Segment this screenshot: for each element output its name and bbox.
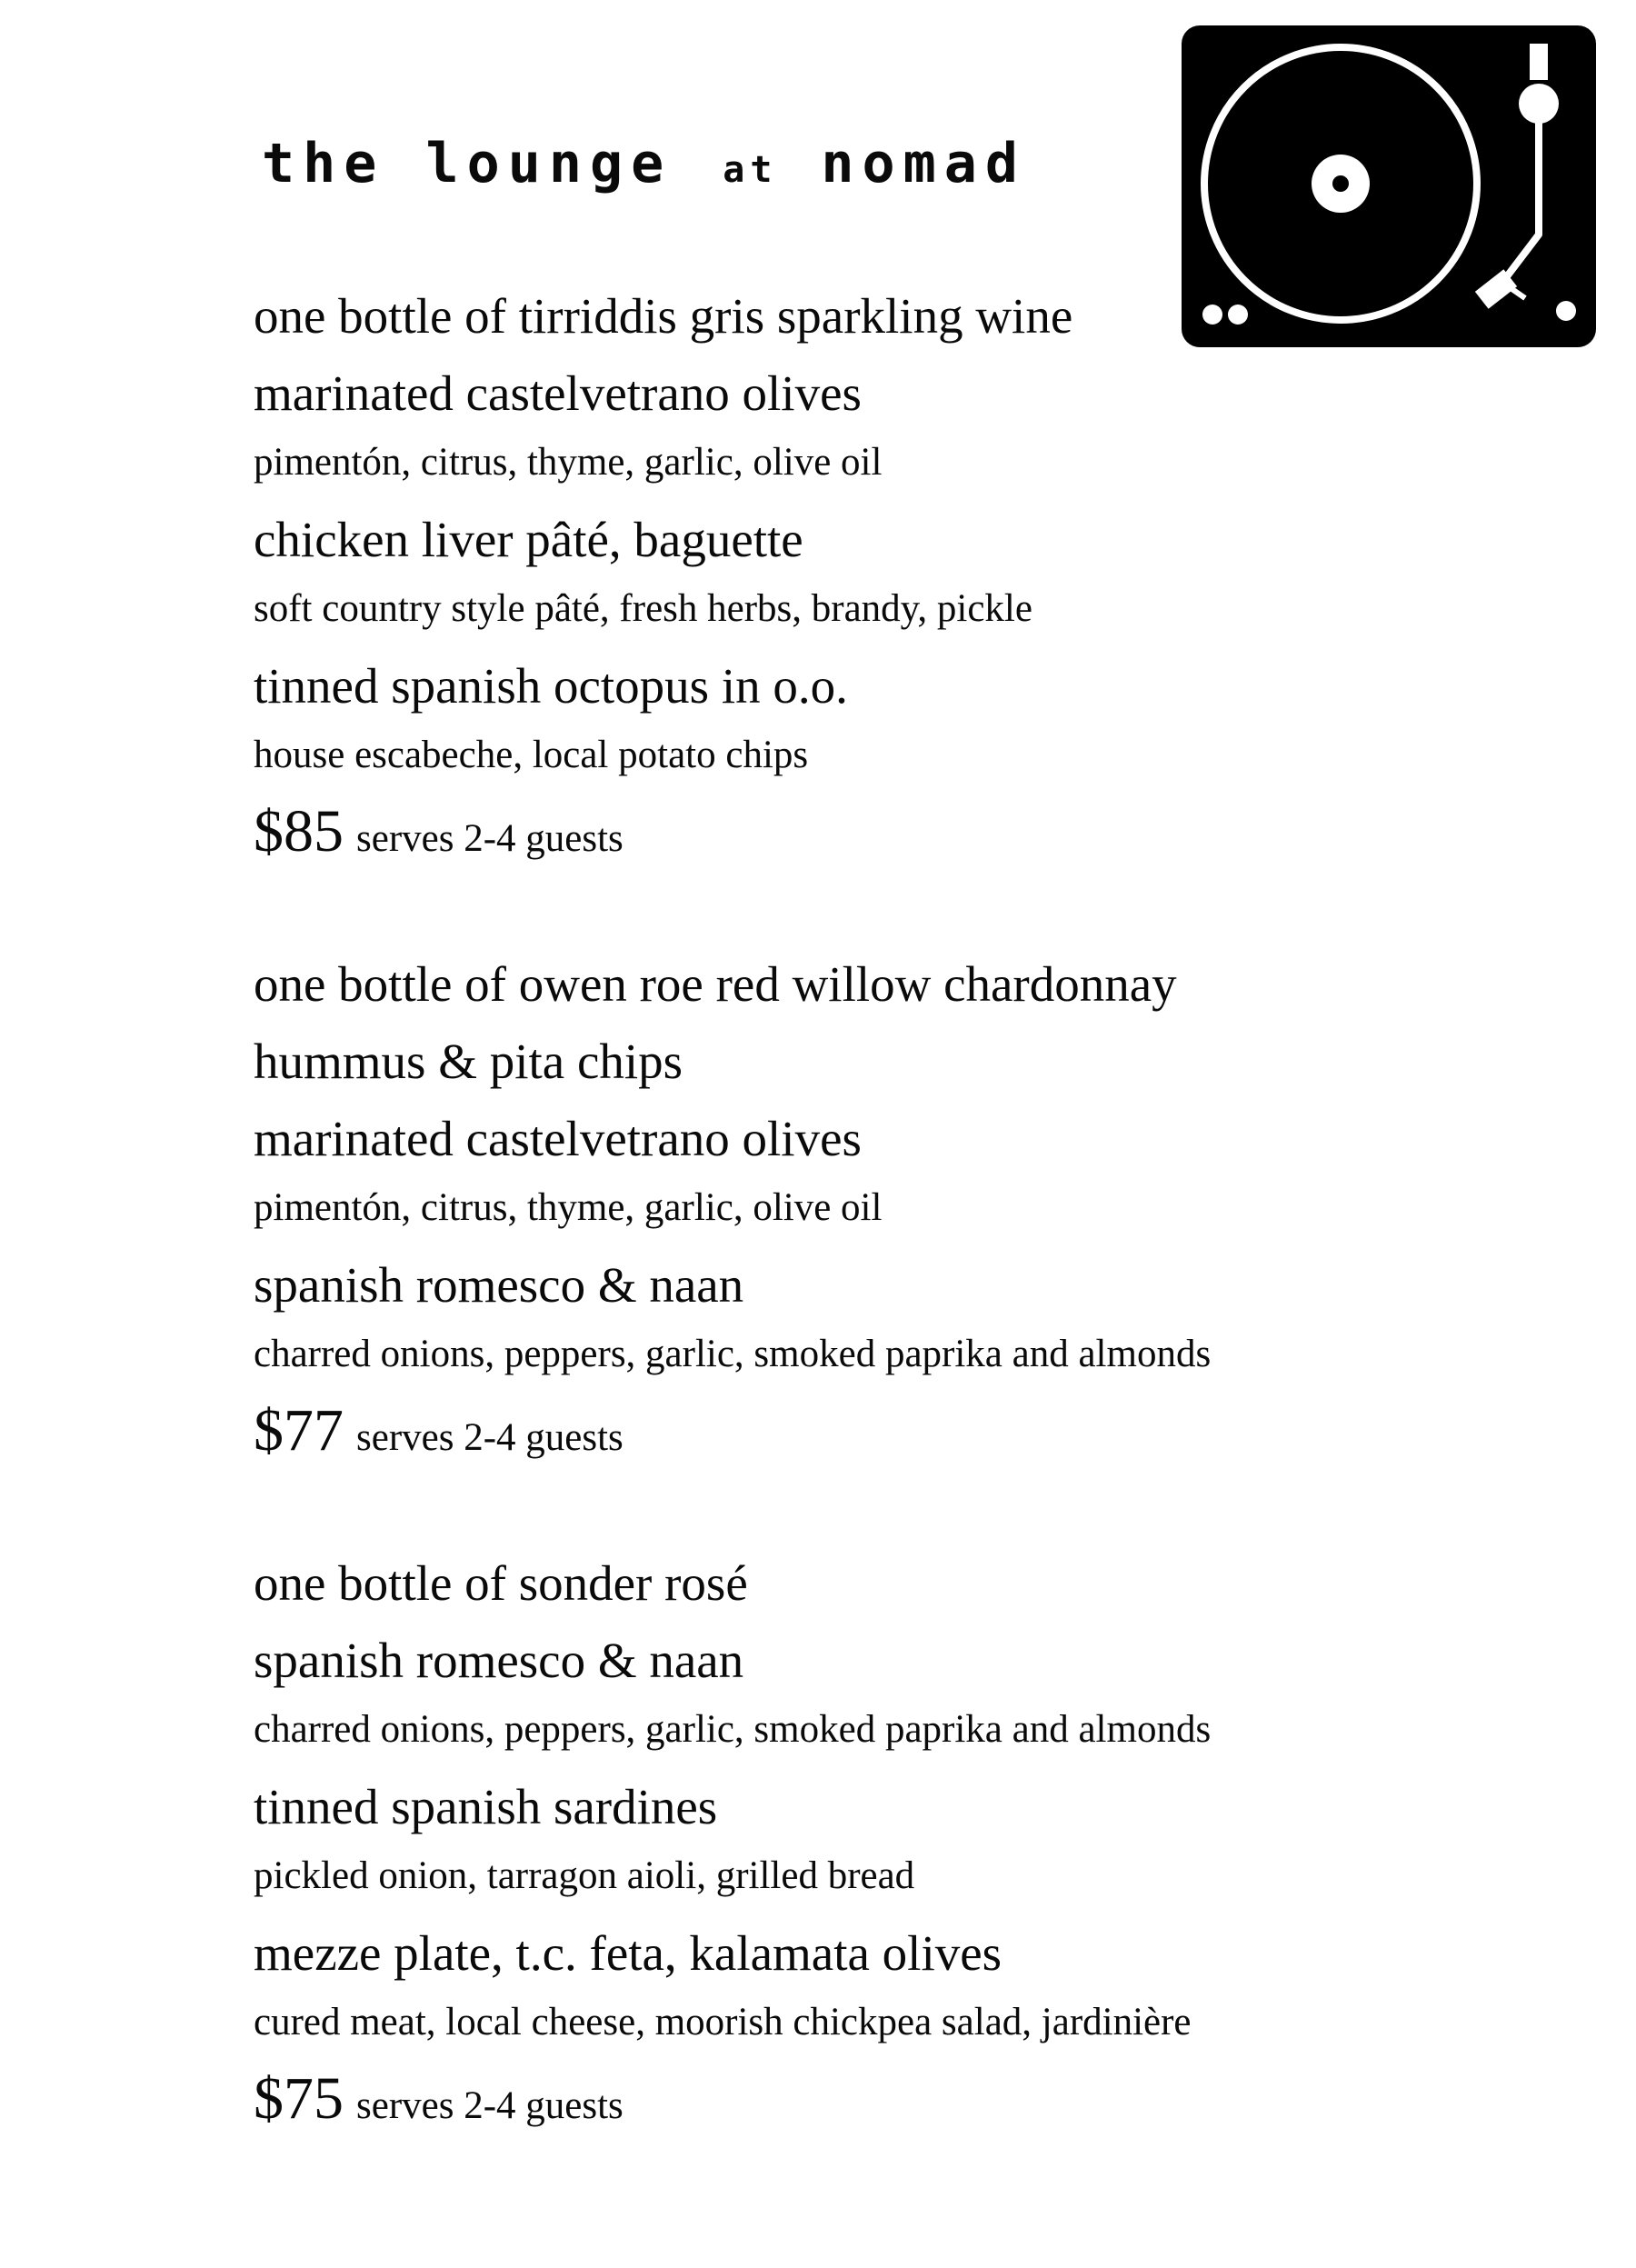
price: $75 bbox=[254, 2065, 344, 2132]
price-row bbox=[254, 800, 1571, 879]
price-row bbox=[254, 1399, 1571, 1478]
menu-item-name: tinned spanish sardines bbox=[254, 1779, 718, 1834]
menu-item-name: hummus & pita chips bbox=[254, 1034, 683, 1089]
title-name: the lounge bbox=[262, 132, 673, 195]
title-connector: at bbox=[723, 149, 778, 191]
package-1 bbox=[254, 289, 1571, 879]
menu-item-name: spanish romesco & naan bbox=[254, 1257, 744, 1313]
menu-item-name: marinated castelvetrano olives bbox=[254, 1111, 862, 1166]
menu-item-description: charred onions, peppers, garlic, smoked paprika and almonds bbox=[254, 1708, 1212, 1751]
serves-note: serves 2-4 guests bbox=[356, 1416, 623, 1459]
wine-bottle: one bottle of owen roe red willow chardonnay bbox=[254, 956, 1177, 1012]
menu bbox=[254, 289, 1571, 2146]
serves-note: serves 2-4 guests bbox=[356, 817, 623, 860]
price-row bbox=[254, 2067, 1571, 2146]
menu-item-description: house escabeche, local potato chips bbox=[254, 734, 809, 776]
serves-note: serves 2-4 guests bbox=[356, 2084, 623, 2127]
menu-item-name: marinated castelvetrano olives bbox=[254, 365, 862, 421]
menu-item-name: mezze plate, t.c. feta, kalamata olives bbox=[254, 1925, 1003, 1981]
menu-item-description: charred onions, peppers, garlic, smoked paprika and almonds bbox=[254, 1333, 1212, 1375]
price: $85 bbox=[254, 798, 344, 864]
menu-item-name: spanish romesco & naan bbox=[254, 1633, 744, 1688]
menu-item-name: tinned spanish octopus in o.o. bbox=[254, 658, 848, 714]
package-2 bbox=[254, 957, 1571, 1478]
package-3 bbox=[254, 1556, 1571, 2146]
price: $77 bbox=[254, 1397, 344, 1464]
menu-item-description: pimentón, citrus, thyme, garlic, olive oil bbox=[254, 1186, 883, 1229]
menu-item-description: pimentón, citrus, thyme, garlic, olive oil bbox=[254, 441, 883, 484]
menu-item-name: chicken liver pâté, baguette bbox=[254, 512, 803, 567]
menu-item-description: cured meat, local cheese, moorish chickpea salad, jardinière bbox=[254, 2001, 1192, 2043]
wine-bottle: one bottle of tirriddis gris sparkling wine bbox=[254, 288, 1073, 344]
menu-item-description: soft country style pâté, fresh herbs, brandy, pickle bbox=[254, 587, 1032, 630]
menu-item-description: pickled onion, tarragon aioli, grilled bread bbox=[254, 1854, 915, 1897]
wine-bottle: one bottle of sonder rosé bbox=[254, 1555, 748, 1611]
page-title bbox=[262, 132, 1027, 195]
title-place: nomad bbox=[821, 132, 1027, 195]
